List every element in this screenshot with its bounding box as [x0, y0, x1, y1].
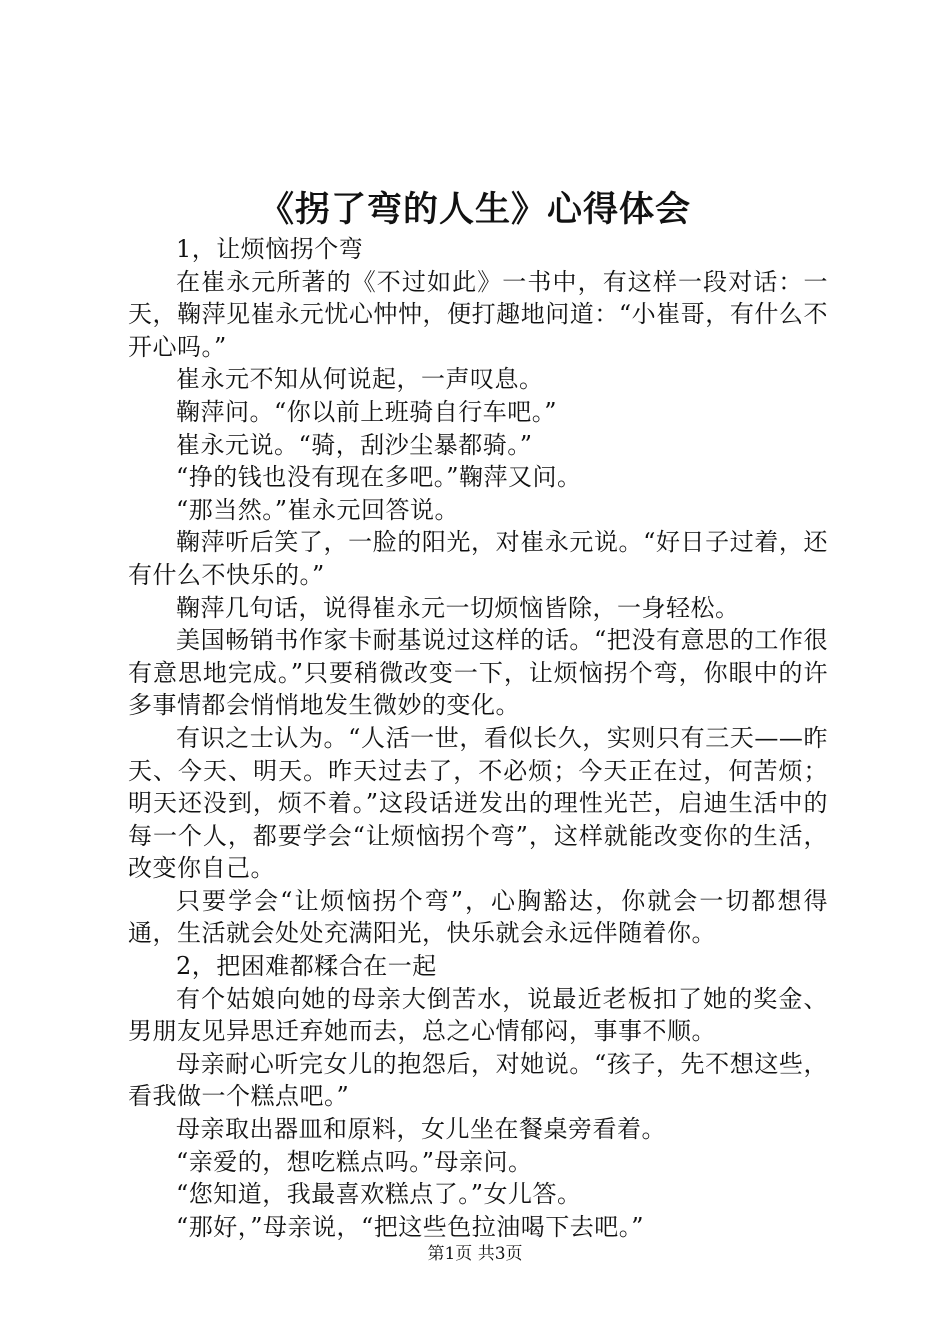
paragraph: 在崔永元所著的《不过如此》一书中，有这样一段对话：一天，鞠萍见崔永元忧心忡忡，便打趣地问道：“小崔哥，有什么不开心吗。” — [128, 267, 828, 361]
page-footer: 第1页 共3页 — [427, 1244, 523, 1264]
paragraph: 2，把困难都糅合在一起 — [176, 952, 437, 981]
document-title: 《拐了弯的人生》心得体会 — [258, 189, 691, 230]
paragraph: 有识之士认为。“人活一世，看似长久，实则只有三天——昨天、今天、明天。昨天过去了，不必烦；今天正在过，何苦烦；明天还没到，烦不着。”这段话迸发出的理性光芒，启迪生活中的每一个人，都要学会“让烦恼拐个弯”，这样就能改变你的生活，改变你自己。 — [128, 723, 828, 883]
paragraph: “那好，”母亲说，“把这些色拉油喝下去吧。” — [176, 1212, 645, 1241]
paragraph: 母亲耐心听完女儿的抱怨后，对她说。“孩子，先不想这些，看我做一个糕点吧。” — [128, 1049, 828, 1111]
paragraph: 鞠萍听后笑了，一脸的阳光，对崔永元说。“好日子过着，还有什么不快乐的。” — [128, 528, 828, 589]
paragraph: “您知道，我最喜欢糕点了。”女儿答。 — [176, 1180, 582, 1209]
paragraph: 崔永元不知从何说起，一声叹息。 — [176, 365, 544, 394]
paragraph: 鞠萍几句话，说得崔永元一切烦恼皆除，一身轻松。 — [176, 593, 740, 622]
paragraph: 崔永元说。“骑，刮沙尘暴都骑。” — [176, 430, 533, 459]
paragraph: 母亲取出器皿和原料，女儿坐在餐桌旁看着。 — [176, 1115, 666, 1144]
paragraph: 有个姑娘向她的母亲大倒苦水，说最近老板扣了她的奖金、男朋友见异思迁弃她而去，总之心情郁闷，事事不顺。 — [128, 984, 828, 1046]
document-body — [128, 233, 828, 1243]
paragraph: 1，让烦恼拐个弯 — [176, 235, 364, 263]
paragraph: “挣的钱也没有现在多吧。”鞠萍又问。 — [176, 463, 582, 492]
paragraph: “那当然。”崔永元回答说。 — [176, 495, 460, 524]
paragraph: “亲爱的，想吃糕点吗。”母亲问。 — [176, 1147, 533, 1176]
paragraph: 美国畅销书作家卡耐基说过这样的话。“把没有意思的工作很有意思地完成。”只要稍微改变一下，让烦恼拐个弯，你眼中的许多事情都会悄悄地发生微妙的变化。 — [128, 626, 828, 720]
paragraph: 只要学会“让烦恼拐个弯”，心胸豁达，你就会一切都想得通，生活就会处处充满阳光，快乐就会永远伴随着你。 — [128, 886, 828, 948]
paragraph: 鞠萍问。“你以前上班骑自行车吧。” — [176, 397, 558, 426]
